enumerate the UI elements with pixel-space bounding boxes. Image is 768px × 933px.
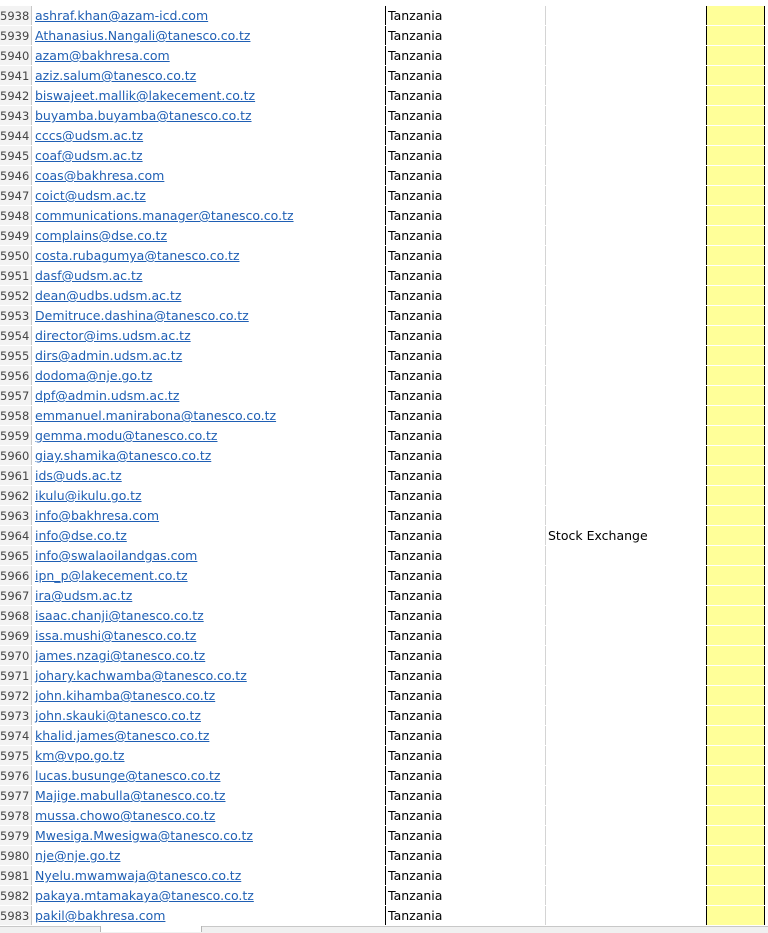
email-cell[interactable]: ids@uds.ac.tz [32,466,386,485]
notes-cell[interactable] [546,166,707,185]
highlighted-cell[interactable] [707,766,765,785]
email-cell[interactable]: emmanuel.manirabona@tanesco.co.tz [32,406,386,425]
country-cell[interactable]: Tanzania [386,286,546,305]
highlighted-cell[interactable] [707,406,765,425]
notes-cell[interactable] [546,426,707,445]
notes-cell[interactable] [546,786,707,805]
row-number-header[interactable]: 5971 [0,666,32,685]
highlighted-cell[interactable] [707,506,765,525]
email-cell[interactable]: dodoma@nje.go.tz [32,366,386,385]
email-cell[interactable]: cccs@udsm.ac.tz [32,126,386,145]
country-cell[interactable]: Tanzania [386,786,546,805]
country-cell[interactable]: Tanzania [386,526,546,545]
country-cell[interactable]: Tanzania [386,266,546,285]
country-cell[interactable]: Tanzania [386,566,546,585]
highlighted-cell[interactable] [707,386,765,405]
country-cell[interactable]: Tanzania [386,66,546,85]
row-number-header[interactable]: 5947 [0,186,32,205]
highlighted-cell[interactable] [707,326,765,345]
highlighted-cell[interactable] [707,306,765,325]
notes-cell[interactable] [546,26,707,45]
notes-cell[interactable] [546,126,707,145]
notes-cell[interactable] [546,606,707,625]
row-number-header[interactable]: 5952 [0,286,32,305]
row-number-header[interactable]: 5948 [0,206,32,225]
highlighted-cell[interactable] [707,826,765,845]
row-number-header[interactable]: 5981 [0,866,32,885]
email-cell[interactable]: aziz.salum@tanesco.co.tz [32,66,386,85]
highlighted-cell[interactable] [707,646,765,665]
email-cell[interactable]: mussa.chowo@tanesco.co.tz [32,806,386,825]
highlighted-cell[interactable] [707,886,765,905]
row-number-header[interactable]: 5968 [0,606,32,625]
country-cell[interactable]: Tanzania [386,146,546,165]
email-cell[interactable]: dean@udbs.udsm.ac.tz [32,286,386,305]
highlighted-cell[interactable] [707,666,765,685]
row-number-header[interactable]: 5938 [0,6,32,25]
notes-cell[interactable] [546,486,707,505]
email-cell[interactable]: khalid.james@tanesco.co.tz [32,726,386,745]
country-cell[interactable]: Tanzania [386,766,546,785]
email-cell[interactable]: pakaya.mtamakaya@tanesco.co.tz [32,886,386,905]
notes-cell[interactable] [546,646,707,665]
email-cell[interactable]: Mwesiga.Mwesigwa@tanesco.co.tz [32,826,386,845]
row-number-header[interactable]: 5965 [0,546,32,565]
notes-cell[interactable] [546,366,707,385]
row-number-header[interactable]: 5945 [0,146,32,165]
email-cell[interactable]: ashraf.khan@azam-icd.com [32,6,386,25]
email-cell[interactable]: lucas.busunge@tanesco.co.tz [32,766,386,785]
email-cell[interactable]: john.kihamba@tanesco.co.tz [32,686,386,705]
country-cell[interactable]: Tanzania [386,366,546,385]
row-number-header[interactable]: 5976 [0,766,32,785]
highlighted-cell[interactable] [707,706,765,725]
email-cell[interactable]: buyamba.buyamba@tanesco.co.tz [32,106,386,125]
row-number-header[interactable]: 5964 [0,526,32,545]
highlighted-cell[interactable] [707,866,765,885]
notes-cell[interactable] [546,106,707,125]
country-cell[interactable]: Tanzania [386,706,546,725]
row-number-header[interactable]: 5979 [0,826,32,845]
email-cell[interactable]: info@dse.co.tz [32,526,386,545]
country-cell[interactable]: Tanzania [386,106,546,125]
highlighted-cell[interactable] [707,146,765,165]
notes-cell[interactable] [546,886,707,905]
highlighted-cell[interactable] [707,286,765,305]
notes-cell[interactable] [546,586,707,605]
notes-cell[interactable] [546,306,707,325]
country-cell[interactable]: Tanzania [386,666,546,685]
email-cell[interactable]: Majige.mabulla@tanesco.co.tz [32,786,386,805]
highlighted-cell[interactable] [707,466,765,485]
highlighted-cell[interactable] [707,846,765,865]
country-cell[interactable]: Tanzania [386,186,546,205]
highlighted-cell[interactable] [707,246,765,265]
highlighted-cell[interactable] [707,86,765,105]
row-number-header[interactable]: 5940 [0,46,32,65]
email-cell[interactable]: costa.rubagumya@tanesco.co.tz [32,246,386,265]
email-cell[interactable]: complains@dse.co.tz [32,226,386,245]
highlighted-cell[interactable] [707,366,765,385]
row-number-header[interactable]: 5955 [0,346,32,365]
country-cell[interactable]: Tanzania [386,846,546,865]
email-cell[interactable]: pakil@bakhresa.com [32,906,386,925]
country-cell[interactable]: Tanzania [386,346,546,365]
email-cell[interactable]: info@swalaoilandgas.com [32,546,386,565]
country-cell[interactable]: Tanzania [386,26,546,45]
email-cell[interactable]: coaf@udsm.ac.tz [32,146,386,165]
email-cell[interactable]: nje@nje.go.tz [32,846,386,865]
country-cell[interactable]: Tanzania [386,646,546,665]
notes-cell[interactable] [546,906,707,925]
notes-cell[interactable] [546,206,707,225]
email-cell[interactable]: gemma.modu@tanesco.co.tz [32,426,386,445]
email-cell[interactable]: communications.manager@tanesco.co.tz [32,206,386,225]
highlighted-cell[interactable] [707,346,765,365]
notes-cell[interactable]: Stock Exchange [546,526,707,545]
notes-cell[interactable] [546,326,707,345]
row-number-header[interactable]: 5950 [0,246,32,265]
country-cell[interactable]: Tanzania [386,406,546,425]
row-number-header[interactable]: 5961 [0,466,32,485]
country-cell[interactable]: Tanzania [386,606,546,625]
row-number-header[interactable]: 5970 [0,646,32,665]
highlighted-cell[interactable] [707,526,765,545]
country-cell[interactable]: Tanzania [386,726,546,745]
country-cell[interactable]: Tanzania [386,546,546,565]
notes-cell[interactable] [546,286,707,305]
email-cell[interactable]: john.skauki@tanesco.co.tz [32,706,386,725]
highlighted-cell[interactable] [707,166,765,185]
highlighted-cell[interactable] [707,66,765,85]
row-number-header[interactable]: 5942 [0,86,32,105]
country-cell[interactable]: Tanzania [386,226,546,245]
row-number-header[interactable]: 5956 [0,366,32,385]
country-cell[interactable]: Tanzania [386,826,546,845]
notes-cell[interactable] [546,686,707,705]
email-cell[interactable]: km@vpo.go.tz [32,746,386,765]
notes-cell[interactable] [546,46,707,65]
notes-cell[interactable] [546,186,707,205]
highlighted-cell[interactable] [707,566,765,585]
row-number-header[interactable]: 5969 [0,626,32,645]
row-number-header[interactable]: 5941 [0,66,32,85]
row-number-header[interactable]: 5972 [0,686,32,705]
notes-cell[interactable] [546,546,707,565]
row-number-header[interactable]: 5953 [0,306,32,325]
email-cell[interactable]: director@ims.udsm.ac.tz [32,326,386,345]
country-cell[interactable]: Tanzania [386,586,546,605]
row-number-header[interactable]: 5982 [0,886,32,905]
highlighted-cell[interactable] [707,686,765,705]
notes-cell[interactable] [546,626,707,645]
highlighted-cell[interactable] [707,586,765,605]
highlighted-cell[interactable] [707,726,765,745]
notes-cell[interactable] [546,146,707,165]
row-number-header[interactable]: 5980 [0,846,32,865]
highlighted-cell[interactable] [707,206,765,225]
notes-cell[interactable] [546,566,707,585]
highlighted-cell[interactable] [707,546,765,565]
notes-cell[interactable] [546,846,707,865]
notes-cell[interactable] [546,386,707,405]
notes-cell[interactable] [546,406,707,425]
notes-cell[interactable] [546,826,707,845]
row-number-header[interactable]: 5946 [0,166,32,185]
row-number-header[interactable]: 5977 [0,786,32,805]
country-cell[interactable]: Tanzania [386,866,546,885]
email-cell[interactable]: ipn_p@lakecement.co.tz [32,566,386,585]
country-cell[interactable]: Tanzania [386,626,546,645]
highlighted-cell[interactable] [707,226,765,245]
email-cell[interactable]: dpf@admin.udsm.ac.tz [32,386,386,405]
country-cell[interactable]: Tanzania [386,6,546,25]
country-cell[interactable]: Tanzania [386,46,546,65]
row-number-header[interactable]: 5973 [0,706,32,725]
country-cell[interactable]: Tanzania [386,246,546,265]
country-cell[interactable]: Tanzania [386,486,546,505]
notes-cell[interactable] [546,506,707,525]
email-cell[interactable]: dasf@udsm.ac.tz [32,266,386,285]
highlighted-cell[interactable] [707,266,765,285]
highlighted-cell[interactable] [707,786,765,805]
country-cell[interactable]: Tanzania [386,166,546,185]
email-cell[interactable]: info@bakhresa.com [32,506,386,525]
highlighted-cell[interactable] [707,746,765,765]
notes-cell[interactable] [546,466,707,485]
email-cell[interactable]: dirs@admin.udsm.ac.tz [32,346,386,365]
country-cell[interactable]: Tanzania [386,126,546,145]
highlighted-cell[interactable] [707,626,765,645]
highlighted-cell[interactable] [707,426,765,445]
country-cell[interactable]: Tanzania [386,746,546,765]
country-cell[interactable]: Tanzania [386,466,546,485]
country-cell[interactable]: Tanzania [386,306,546,325]
notes-cell[interactable] [546,806,707,825]
row-number-header[interactable]: 5944 [0,126,32,145]
email-cell[interactable]: issa.mushi@tanesco.co.tz [32,626,386,645]
email-cell[interactable]: Nyelu.mwamwaja@tanesco.co.tz [32,866,386,885]
country-cell[interactable]: Tanzania [386,86,546,105]
notes-cell[interactable] [546,446,707,465]
row-number-header[interactable]: 5975 [0,746,32,765]
email-cell[interactable]: johary.kachwamba@tanesco.co.tz [32,666,386,685]
notes-cell[interactable] [546,246,707,265]
row-number-header[interactable]: 5983 [0,906,32,925]
row-number-header[interactable]: 5943 [0,106,32,125]
row-number-header[interactable]: 5957 [0,386,32,405]
notes-cell[interactable] [546,6,707,25]
country-cell[interactable]: Tanzania [386,386,546,405]
notes-cell[interactable] [546,346,707,365]
country-cell[interactable]: Tanzania [386,446,546,465]
row-number-header[interactable]: 5966 [0,566,32,585]
country-cell[interactable]: Tanzania [386,686,546,705]
highlighted-cell[interactable] [707,446,765,465]
sheet-tab[interactable] [100,926,202,932]
email-cell[interactable]: isaac.chanji@tanesco.co.tz [32,606,386,625]
row-number-header[interactable]: 5951 [0,266,32,285]
notes-cell[interactable] [546,86,707,105]
email-cell[interactable]: ira@udsm.ac.tz [32,586,386,605]
highlighted-cell[interactable] [707,46,765,65]
row-number-header[interactable]: 5978 [0,806,32,825]
notes-cell[interactable] [546,706,707,725]
email-cell[interactable]: giay.shamika@tanesco.co.tz [32,446,386,465]
email-cell[interactable]: ikulu@ikulu.go.tz [32,486,386,505]
country-cell[interactable]: Tanzania [386,206,546,225]
country-cell[interactable]: Tanzania [386,426,546,445]
email-cell[interactable]: coict@udsm.ac.tz [32,186,386,205]
highlighted-cell[interactable] [707,906,765,925]
row-number-header[interactable]: 5967 [0,586,32,605]
highlighted-cell[interactable] [707,106,765,125]
notes-cell[interactable] [546,66,707,85]
country-cell[interactable]: Tanzania [386,506,546,525]
highlighted-cell[interactable] [707,6,765,25]
row-number-header[interactable]: 5962 [0,486,32,505]
country-cell[interactable]: Tanzania [386,886,546,905]
notes-cell[interactable] [546,866,707,885]
email-cell[interactable]: coas@bakhresa.com [32,166,386,185]
email-cell[interactable]: Athanasius.Nangali@tanesco.co.tz [32,26,386,45]
highlighted-cell[interactable] [707,26,765,45]
highlighted-cell[interactable] [707,186,765,205]
row-number-header[interactable]: 5960 [0,446,32,465]
highlighted-cell[interactable] [707,126,765,145]
notes-cell[interactable] [546,666,707,685]
email-cell[interactable]: Demitruce.dashina@tanesco.co.tz [32,306,386,325]
row-number-header[interactable]: 5939 [0,26,32,45]
row-number-header[interactable]: 5974 [0,726,32,745]
row-number-header[interactable]: 5963 [0,506,32,525]
notes-cell[interactable] [546,266,707,285]
notes-cell[interactable] [546,766,707,785]
notes-cell[interactable] [546,746,707,765]
notes-cell[interactable] [546,226,707,245]
highlighted-cell[interactable] [707,486,765,505]
email-cell[interactable]: azam@bakhresa.com [32,46,386,65]
email-cell[interactable]: biswajeet.mallik@lakecement.co.tz [32,86,386,105]
notes-cell[interactable] [546,726,707,745]
row-number-header[interactable]: 5954 [0,326,32,345]
country-cell[interactable]: Tanzania [386,326,546,345]
highlighted-cell[interactable] [707,806,765,825]
country-cell[interactable]: Tanzania [386,906,546,925]
row-number-header[interactable]: 5959 [0,426,32,445]
row-number-header[interactable]: 5949 [0,226,32,245]
highlighted-cell[interactable] [707,606,765,625]
row-number-header[interactable]: 5958 [0,406,32,425]
email-cell[interactable]: james.nzagi@tanesco.co.tz [32,646,386,665]
country-cell[interactable]: Tanzania [386,806,546,825]
